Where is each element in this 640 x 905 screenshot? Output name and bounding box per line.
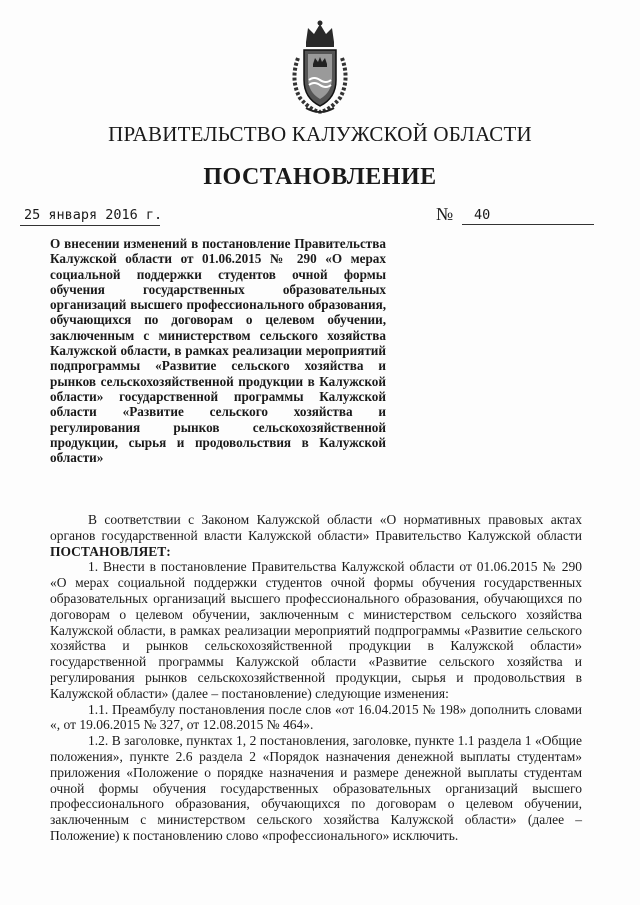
document-number: 40 bbox=[474, 207, 491, 223]
resolution-word: ПОСТАНОВЛЯЕТ: bbox=[50, 543, 171, 559]
preamble-text: В соответствии с Законом Калужской области «О нормативных правовых актах органов государственной власти Калужской области» Правительство Калужской области bbox=[50, 512, 582, 543]
coat-of-arms-icon bbox=[284, 18, 356, 116]
preamble-paragraph bbox=[50, 512, 582, 559]
item-1-2: 1.2. В заголовке, пунктах 1, 2 постановления, заголовке, пункте 1.1 раздела 1 «Общие положения», пункте 2.6 раздела 2 «Порядок назначения денежной выплаты студентам» приложения «Положение о порядке назначения и размере денежной выплаты студентам очной формы обучения государственных образовательных организаций высшего профессионального образования, обучающихся по договорам о целевом обучении, заключенным с министерством сельского хозяйства Калужской области» (далее – Положение) к постановлению слово «профессионального» исключить. bbox=[50, 733, 582, 843]
document-type-title: ПОСТАНОВЛЕНИЕ bbox=[203, 164, 437, 190]
item-1-1: 1.1. Преамбулу постановления после слов «от 16.04.2015 № 198» дополнить словами «, от 19.06.2015 № 327, от 12.08.2015 № 464». bbox=[50, 701, 582, 733]
date-underline bbox=[20, 225, 160, 226]
document-subject: О внесении изменений в постановление Правительства Калужской области от 01.06.2015 № 290 «О мерах социальной поддержки студентов очной формы обучения государственных образовательных организаций высшего профессионального образования, обучающихся по договорам о целевом обучении, заключенным с министерством сельского хозяйства Калужской области, в рамках реализации мероприятий подпрограммы «Развитие сельского хозяйства и рынков сельскохозяйственной продукции в Калужской области» государственной программы Калужской области «Развитие сельского хозяйства и регулирования рынков сельскохозяйственной продукции, сырья и продовольствия в Калужской области» bbox=[50, 236, 386, 466]
number-underline bbox=[462, 224, 594, 225]
number-label: № bbox=[436, 204, 454, 224]
document-date: 25 января 2016 г. bbox=[24, 207, 163, 223]
organization-title: ПРАВИТЕЛЬСТВО КАЛУЖСКОЙ ОБЛАСТИ bbox=[108, 122, 532, 146]
document-body bbox=[50, 512, 582, 844]
item-1: 1. Внести в постановление Правительства Калужской области от 01.06.2015 № 290 «О мерах социальной поддержки студентов очной формы обучения государственных образовательных организаций высшего профессионального образования, обучающихся по договорам о целевом обучении, заключенным с министерством сельского хозяйства Калужской области, в рамках реализации мероприятий подпрограммы «Развитие сельского хозяйства и рынков сельскохозяйственной продукции в Калужской области» государственной программы Калужской области «Развитие сельского хозяйства и регулирования рынков сельскохозяйственной продукции, сырья и продовольствия в Калужской области» (далее – постановление) следующие изменения: bbox=[50, 559, 582, 701]
